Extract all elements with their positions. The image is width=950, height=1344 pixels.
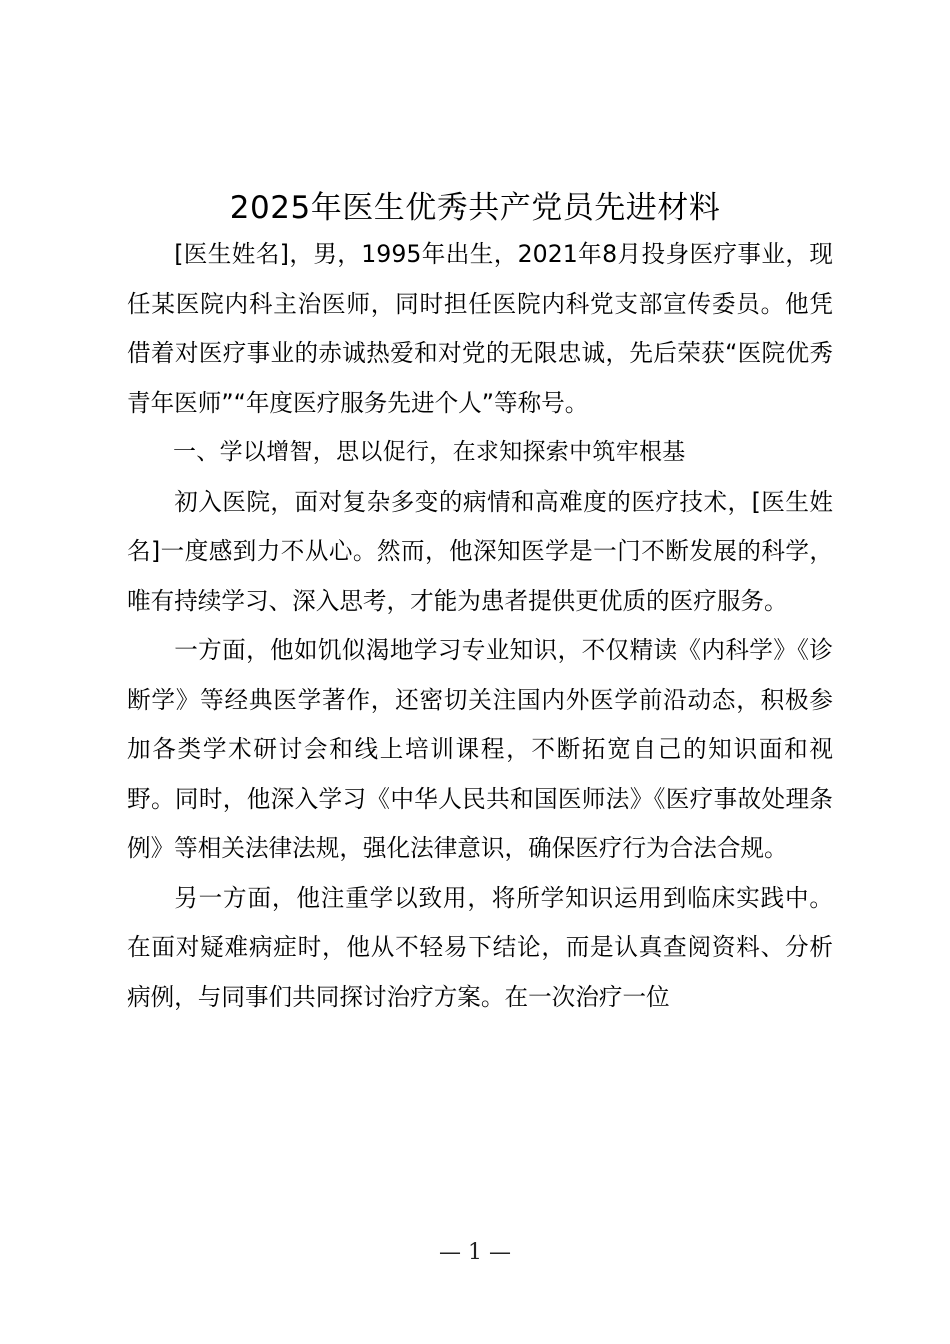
page-number: — 1 — (439, 1240, 511, 1265)
section-heading: 一、学以增智，思以促行，在求知探索中筑牢根基 (173, 439, 686, 465)
body-paragraph: 一方面，他如饥似渴地学习专业知识，不仅精读《内科学》《诊断学》等经典医学著作，还密切关注国内外医学前沿动态，积极参加各类学术研讨会和线上培训课程，不断拓宽自己的知识面和视野。同时，他深入学习《中华人民共和国医师法》《医疗事故处理条例》等相关法律法规，强化法律意识，确保医疗行为合法合规。 (127, 636, 833, 862)
document-body (127, 230, 833, 1022)
intro-paragraph: [医生姓名]，男，1995年出生，2021年8月投身医疗事业，现任某医院内科主治医师，同时担任医院内科党支部宣传委员。他凭借着对医疗事业的赤诚热爱和对党的无限忠诚，先后荣获“医院优秀青年医师”“年度医疗服务先进个人”等称号。 (127, 240, 833, 417)
body-paragraph: 初入医院，面对复杂多变的病情和高难度的医疗技术，[医生姓名]一度感到力不从心。然而，他深知医学是一门不断发展的科学，唯有持续学习、深入思考，才能为患者提供更优质的医疗服务。 (127, 487, 833, 615)
document-title: 2025年医生优秀共产党员先进材料 (229, 190, 721, 226)
body-paragraph: 另一方面，他注重学以致用，将所学知识运用到临床实践中。在面对疑难病症时，他从不轻易下结论，而是认真查阅资料、分析病例，与同事们共同探讨治疗方案。在一次治疗一位 (127, 883, 833, 1011)
